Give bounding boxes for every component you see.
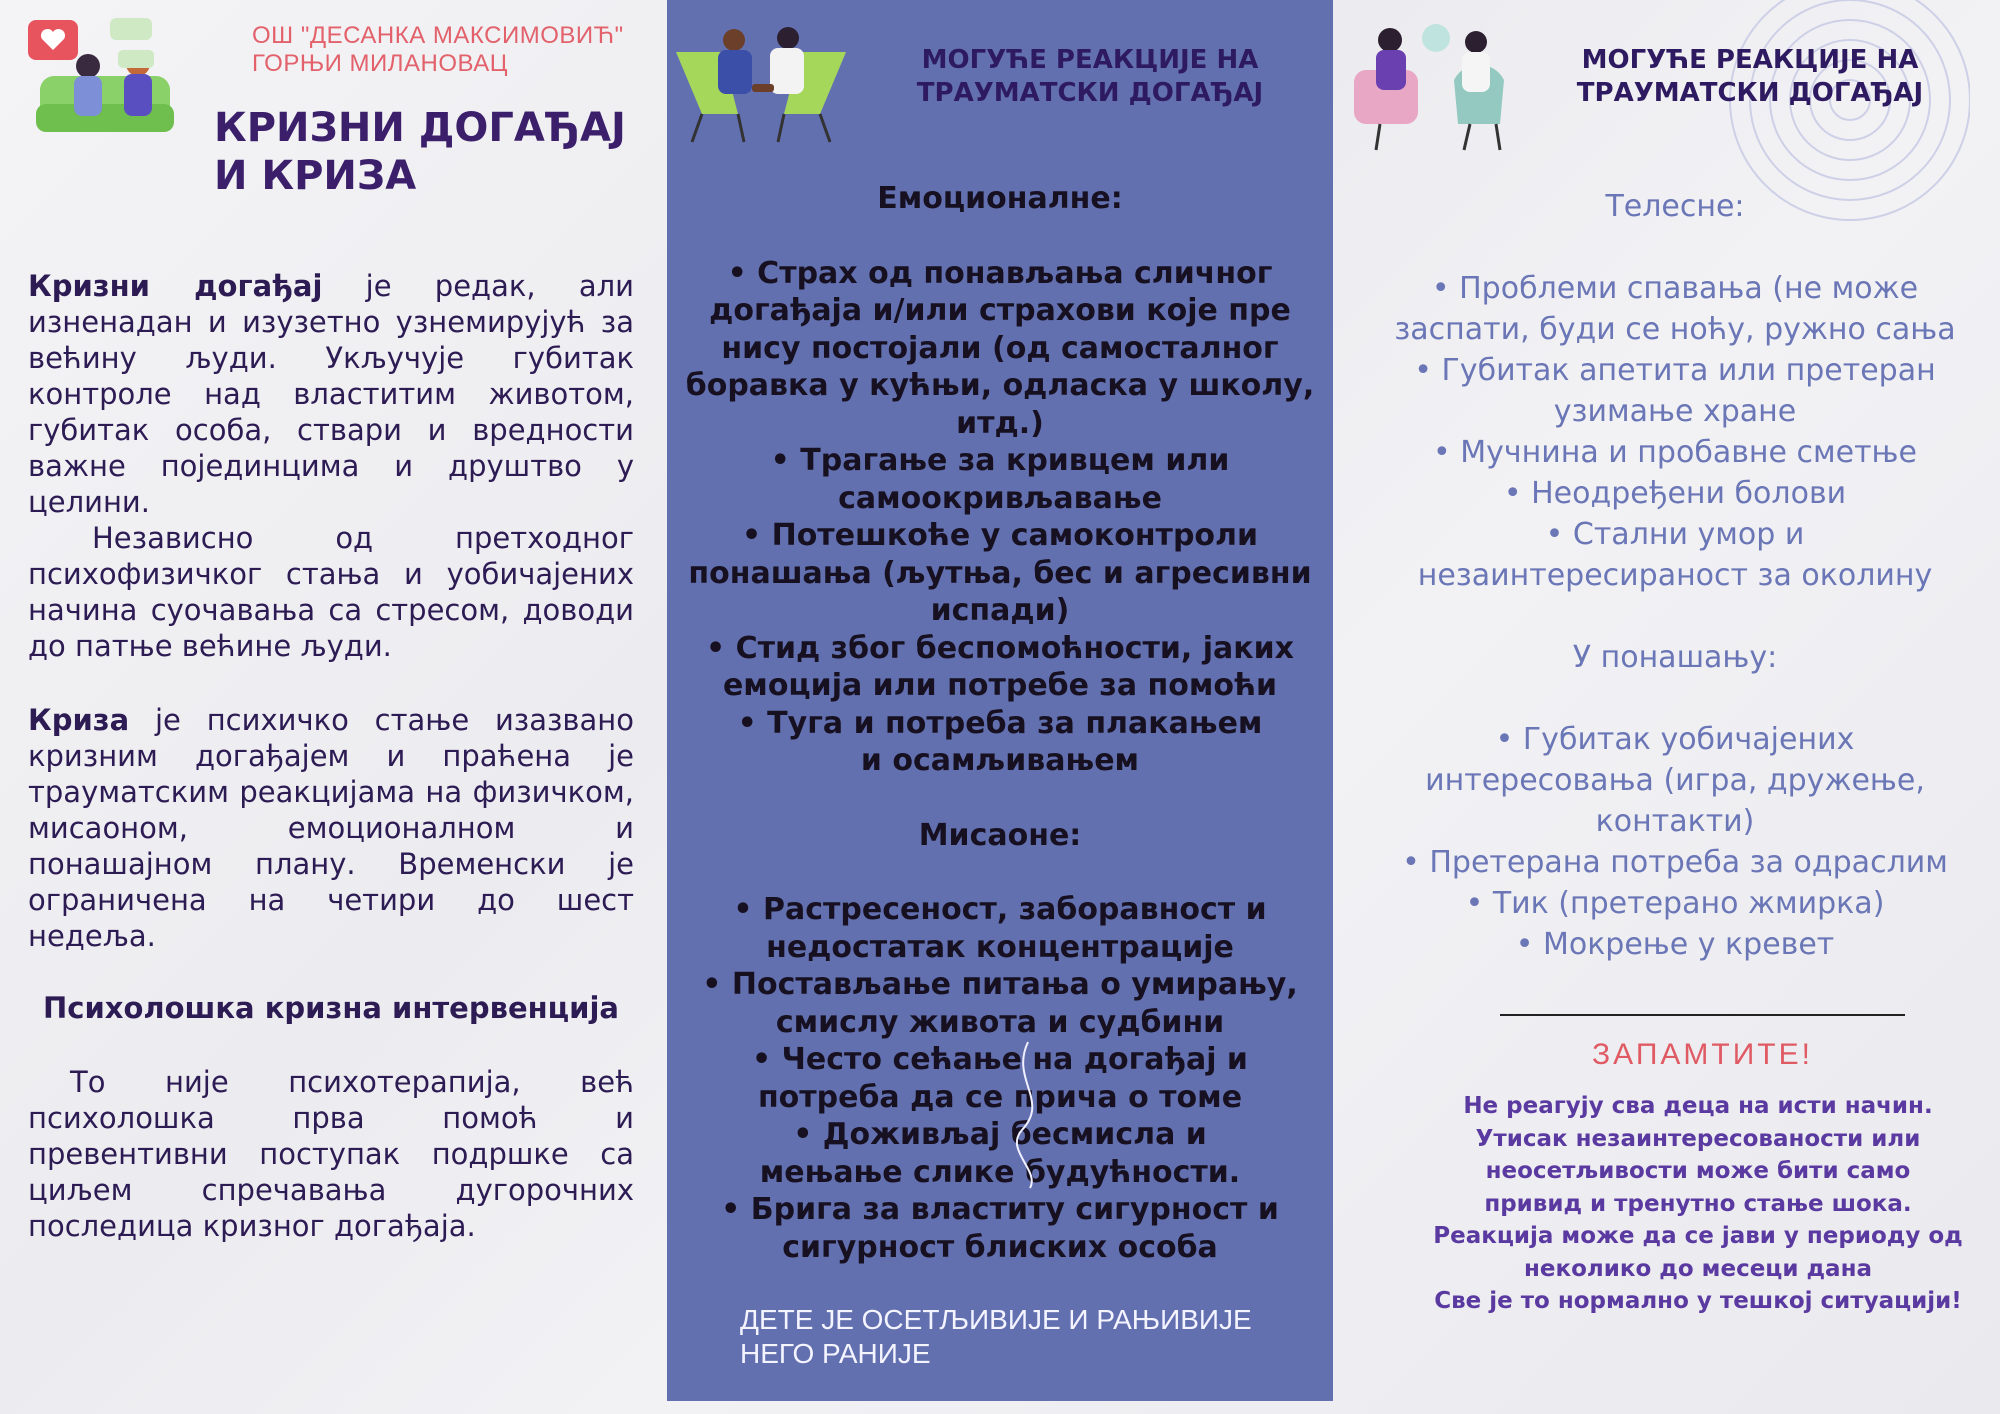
- crisis-event-paragraph: [28, 268, 634, 520]
- behavior-line: • Мокрење у кревет: [1515, 927, 1835, 962]
- reactions-heading-middle-line1: МОГУЋЕ РЕАКЦИЈЕ НА: [921, 45, 1259, 75]
- emotional-item: • Потешкоће у самоконтроли понашања (љутња, бес и агресивни испади): [688, 518, 1312, 628]
- behavior-line: • Губитак уобичајених: [1495, 722, 1855, 757]
- counseling-illustration-icon: [26, 16, 184, 150]
- mental-title: Мисаоне:: [918, 817, 1082, 853]
- reactions-heading-right-line1: МОГУЋЕ РЕАКЦИЈЕ НА: [1581, 45, 1919, 75]
- sensitivity-note-line2: НЕГО РАНИЈЕ: [740, 1338, 931, 1369]
- therapy-session-icon: [672, 22, 850, 144]
- crisis-event-term: Кризни догађај: [28, 269, 323, 303]
- independence-paragraph: Независно од претходног психофизичког стања и уобичајених начина суочавања са стресом, доводи до патње већине људи.: [28, 521, 634, 663]
- note-line: привид и тренутно стање шока.: [1484, 1190, 1912, 1217]
- physical-line: • Губитак апетита или претеран: [1414, 353, 1936, 388]
- mental-item: • Брига за властиту сигурност и сигурност блиских особа: [721, 1192, 1279, 1265]
- page-title: [214, 104, 626, 200]
- intervention-heading: Психолошка кризна интервенција: [42, 991, 619, 1025]
- crisis-term: Криза: [28, 703, 130, 737]
- note-line: Утисак незаинтересованости или: [1475, 1125, 1921, 1152]
- remember-note: [1396, 1090, 2000, 1318]
- behavior-line: контакти): [1595, 804, 1755, 839]
- remember-heading: ЗАПАМТИТЕ!: [1592, 1038, 1813, 1071]
- mental-item: • Доживљај бесмисла и мењање слике будућности.: [759, 1117, 1241, 1190]
- title-line2: И КРИЗА: [214, 153, 417, 199]
- physical-section: [1350, 186, 2000, 965]
- reactions-heading-right-line2: ТРАУМАТСКИ ДОГАЂАЈ: [1576, 78, 1924, 108]
- behavior-line: • Претерана потреба за одраслим: [1402, 845, 1948, 880]
- behavior-line: • Тик (претерано жмирка): [1465, 886, 1885, 921]
- title-line1: КРИЗНИ ДОГАЂАЈ: [214, 105, 626, 151]
- counselor-client-icon: [1350, 20, 1510, 154]
- physical-line: заспати, буди се ноћу, ружно сања: [1394, 312, 1956, 347]
- emotional-title: Емоционалне:: [877, 181, 1123, 216]
- reactions-heading-right: [1540, 44, 1960, 110]
- mental-item: • Постављање питања о умирању, смислу живота и судбини: [702, 967, 1298, 1040]
- physical-line: • Стални умор и: [1545, 517, 1805, 552]
- crisis-definition: је психичко стање изазвано кризним догађајем и праћена је трауматским реакцијама на физичком, мисаоном, емоционалном и понашајном плану. Временски је ограничена на четири до шест недеља.: [28, 703, 634, 953]
- physical-line: • Проблеми спавања (не може: [1431, 271, 1919, 306]
- school-name: [252, 22, 624, 78]
- emotional-item: • Туга и потреба за плакањем и осамљивањем: [737, 705, 1263, 778]
- mental-item: • Растресеност, заборавност и недостатак концентрације: [733, 892, 1267, 965]
- intervention-paragraph: То није психотерапија, већ психолошка прва помоћ и превентивни поступак подршке са циљем спречавања дугорочних последица кризног догађаја.: [28, 1065, 634, 1243]
- physical-title: Телесне:: [1605, 189, 1745, 224]
- decorative-squiggle-icon: [1000, 1040, 1060, 1190]
- reactions-heading-middle-line2: ТРАУМАТСКИ ДОГАЂАЈ: [916, 78, 1264, 108]
- section-divider: [1500, 1014, 1905, 1016]
- crisis-event-definition: је редак, али изненадан и изузетно узнемирујућ за већину људи. Укључује губитак контроле над властитим животом, губитак особа, ствари и вредности важне појединцима и друштво у целини.: [28, 269, 634, 519]
- physical-line: незаинтересираност за околину: [1417, 558, 1933, 593]
- school-name-line2: ГОРЊИ МИЛАНОВАЦ: [252, 50, 508, 77]
- emotional-item: • Стид због беспомоћности, јаких емоција или потребе за помоћи: [705, 630, 1295, 703]
- physical-line: • Мучнина и пробавне сметње: [1433, 435, 1917, 470]
- behavior-title: У понашању:: [1572, 640, 1778, 675]
- note-line: неосетљивости може бити само: [1485, 1158, 1911, 1184]
- reactions-heading-middle: [880, 44, 1300, 110]
- emotional-item: • Трагање за кривцем или самоокривљавање: [770, 443, 1230, 516]
- note-line: неколико до месеци дана: [1524, 1255, 1872, 1282]
- behavior-line: интересовања (игра, дружење,: [1425, 763, 1925, 798]
- note-line: Све је то нормално у тешкој ситуацији!: [1434, 1288, 1962, 1314]
- sensitivity-note: [740, 1303, 1252, 1371]
- emotional-item: • Страх од понављања сличног догађаја и/или страхови које пре нису постојали (од самосталног боравка у кућњи, одласка у школу, итд.): [685, 255, 1315, 441]
- school-name-line1: ОШ "ДЕСАНКА МАКСИМОВИЋ": [252, 22, 624, 49]
- note-line: Реакција може да се јави у периоду од: [1433, 1223, 1963, 1249]
- crisis-paragraph: [28, 702, 634, 954]
- mental-item: • Често сећање на догађај и потреба да се прича о томе: [752, 1042, 1248, 1115]
- note-line: Не реагују сва деца на исти начин.: [1463, 1093, 1933, 1119]
- sensitivity-note-line1: ДЕТЕ ЈЕ ОСЕТЉИВИЈЕ И РАЊИВИЈЕ: [740, 1304, 1252, 1335]
- physical-line: узимање хране: [1553, 394, 1797, 429]
- physical-line: • Неодређени болови: [1503, 476, 1847, 511]
